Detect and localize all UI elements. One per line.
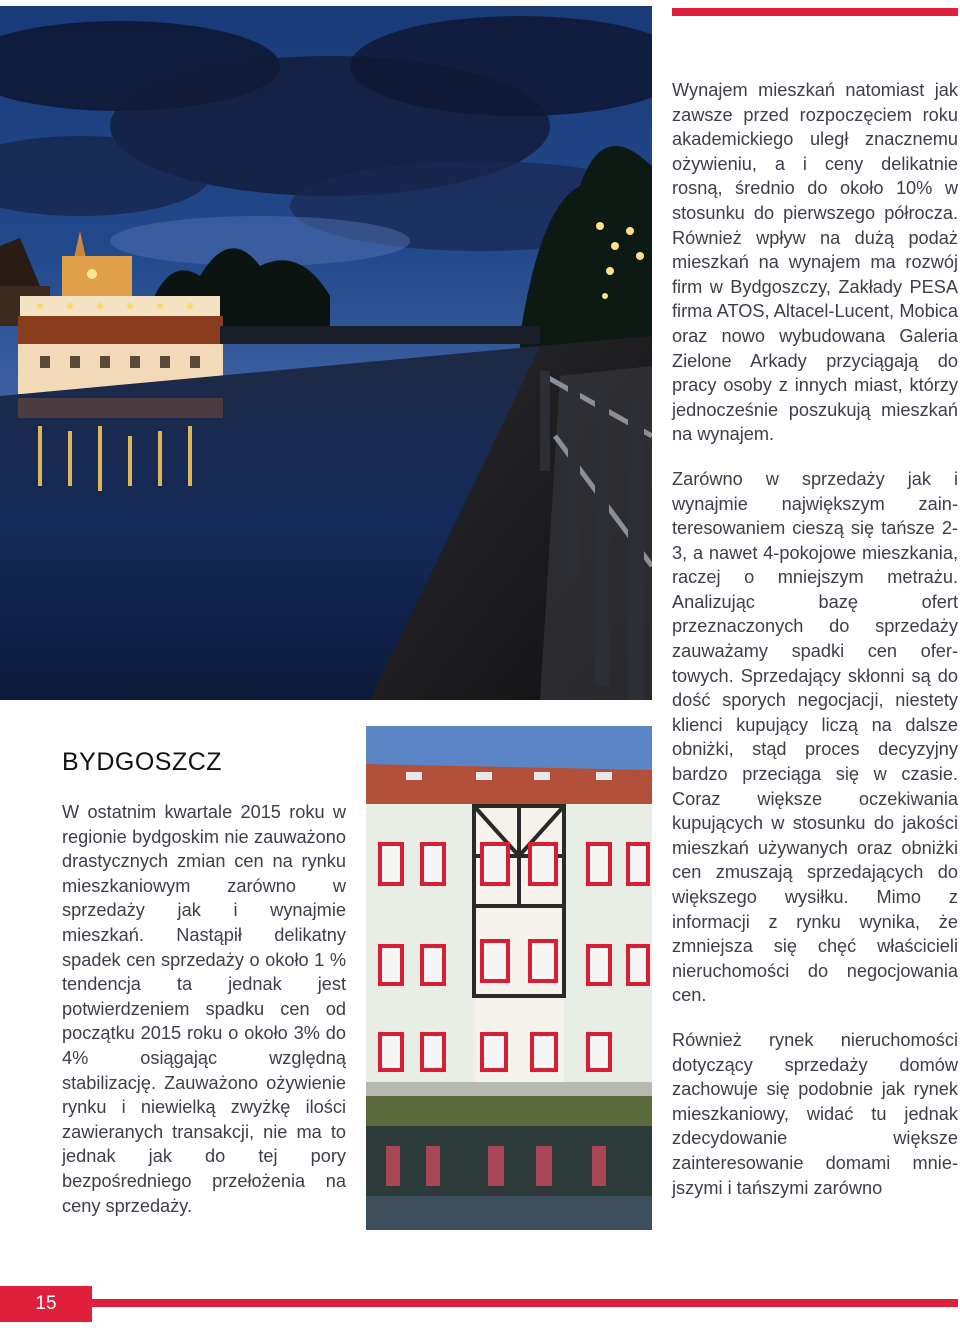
left-paragraph-1: W ostatnim kwartale 2015 roku w regionie bydgoskim nie zauważono drastycznych zmian cen na rynku mieszkaniowym zarówno w sprzedaży jak i wynajmie mieszkań. Nastąpił delikatny spadek cen sprzedaży o około 1 % tendencja ta jednak jest potwierdzeniem spadku cen od początku 2015 roku o około 3% do 4% osiągając względną stabilizację. Zauważono ożywienie rynku i niewielką zwyżkę ilości zawieranych transakcji, nie ma to jednak jak do tej pory bezpośredniego przełożenia na ceny sprzedaży.	[62, 802, 346, 1216]
left-text-column	[62, 800, 346, 1238]
right-paragraph-1: Wynajem mieszkań natomiast jak zawsze przed rozpoczęciem roku akademickiego uległ znacznemu ożywieniu, a i ceny delikatnie rosną, średnio do około 10% w stosunku do pierwszego półrocza. Również wpływ na dużą podaż mieszkań na wynajem ma rozwój firm w Bydgoszczy, Zakłady PESA firma ATOS, Altacel-Lucent, Mobica oraz nowo wybudowana Galeria Zielone Arkady przyciągają do pracy osoby z innych miast, którzy jednocześnie poszukują mieszkań na wynajem.	[672, 80, 958, 445]
half-timbered-house-photo	[366, 726, 652, 1230]
right-text-column	[672, 78, 958, 1220]
section-title: BYDGOSZCZ	[62, 748, 223, 776]
bottom-accent-bar	[92, 1299, 958, 1307]
page-number: 15	[0, 1286, 92, 1322]
bydgoszcz-night-river-photo	[0, 6, 652, 700]
right-paragraph-3: Również rynek nieruchomości dotyczący sprzedaży domów zachowuje się podobnie jak rynek mieszkaniowy, widać tu jednak zdecydowanie większe zainteresowanie domami mniejszymi i tańszymi zarówno	[672, 1029, 958, 1198]
right-paragraph-2: Zarówno w sprzedaży jak i wynajmie największym zainteresowaniem cieszą się tańsze 2-3, a nawet 4-pokojowe mieszkania, raczej o mniejszym metrażu. Analizując bazę ofert przeznaczonych do sprzedaży zauważamy spadki cen ofertowych. Sprzedający skłonni są do dość sporych negocjacji, niestety klienci kupujący liczą na dalsze obniżki, stąd proces decyzyjny bardzo przeciąga się w czasie. Coraz większe oczekiwania kupujących w stosunku do jakości mieszkań używanych oraz obniżki cen zmuszają sprzedających do większego wysiłku. Mimo z informacji z rynku wynika, że zmniejsza się chęć właścicieli nieruchomości do negocjowania cen.	[672, 468, 958, 1006]
top-accent-bar	[672, 8, 958, 16]
